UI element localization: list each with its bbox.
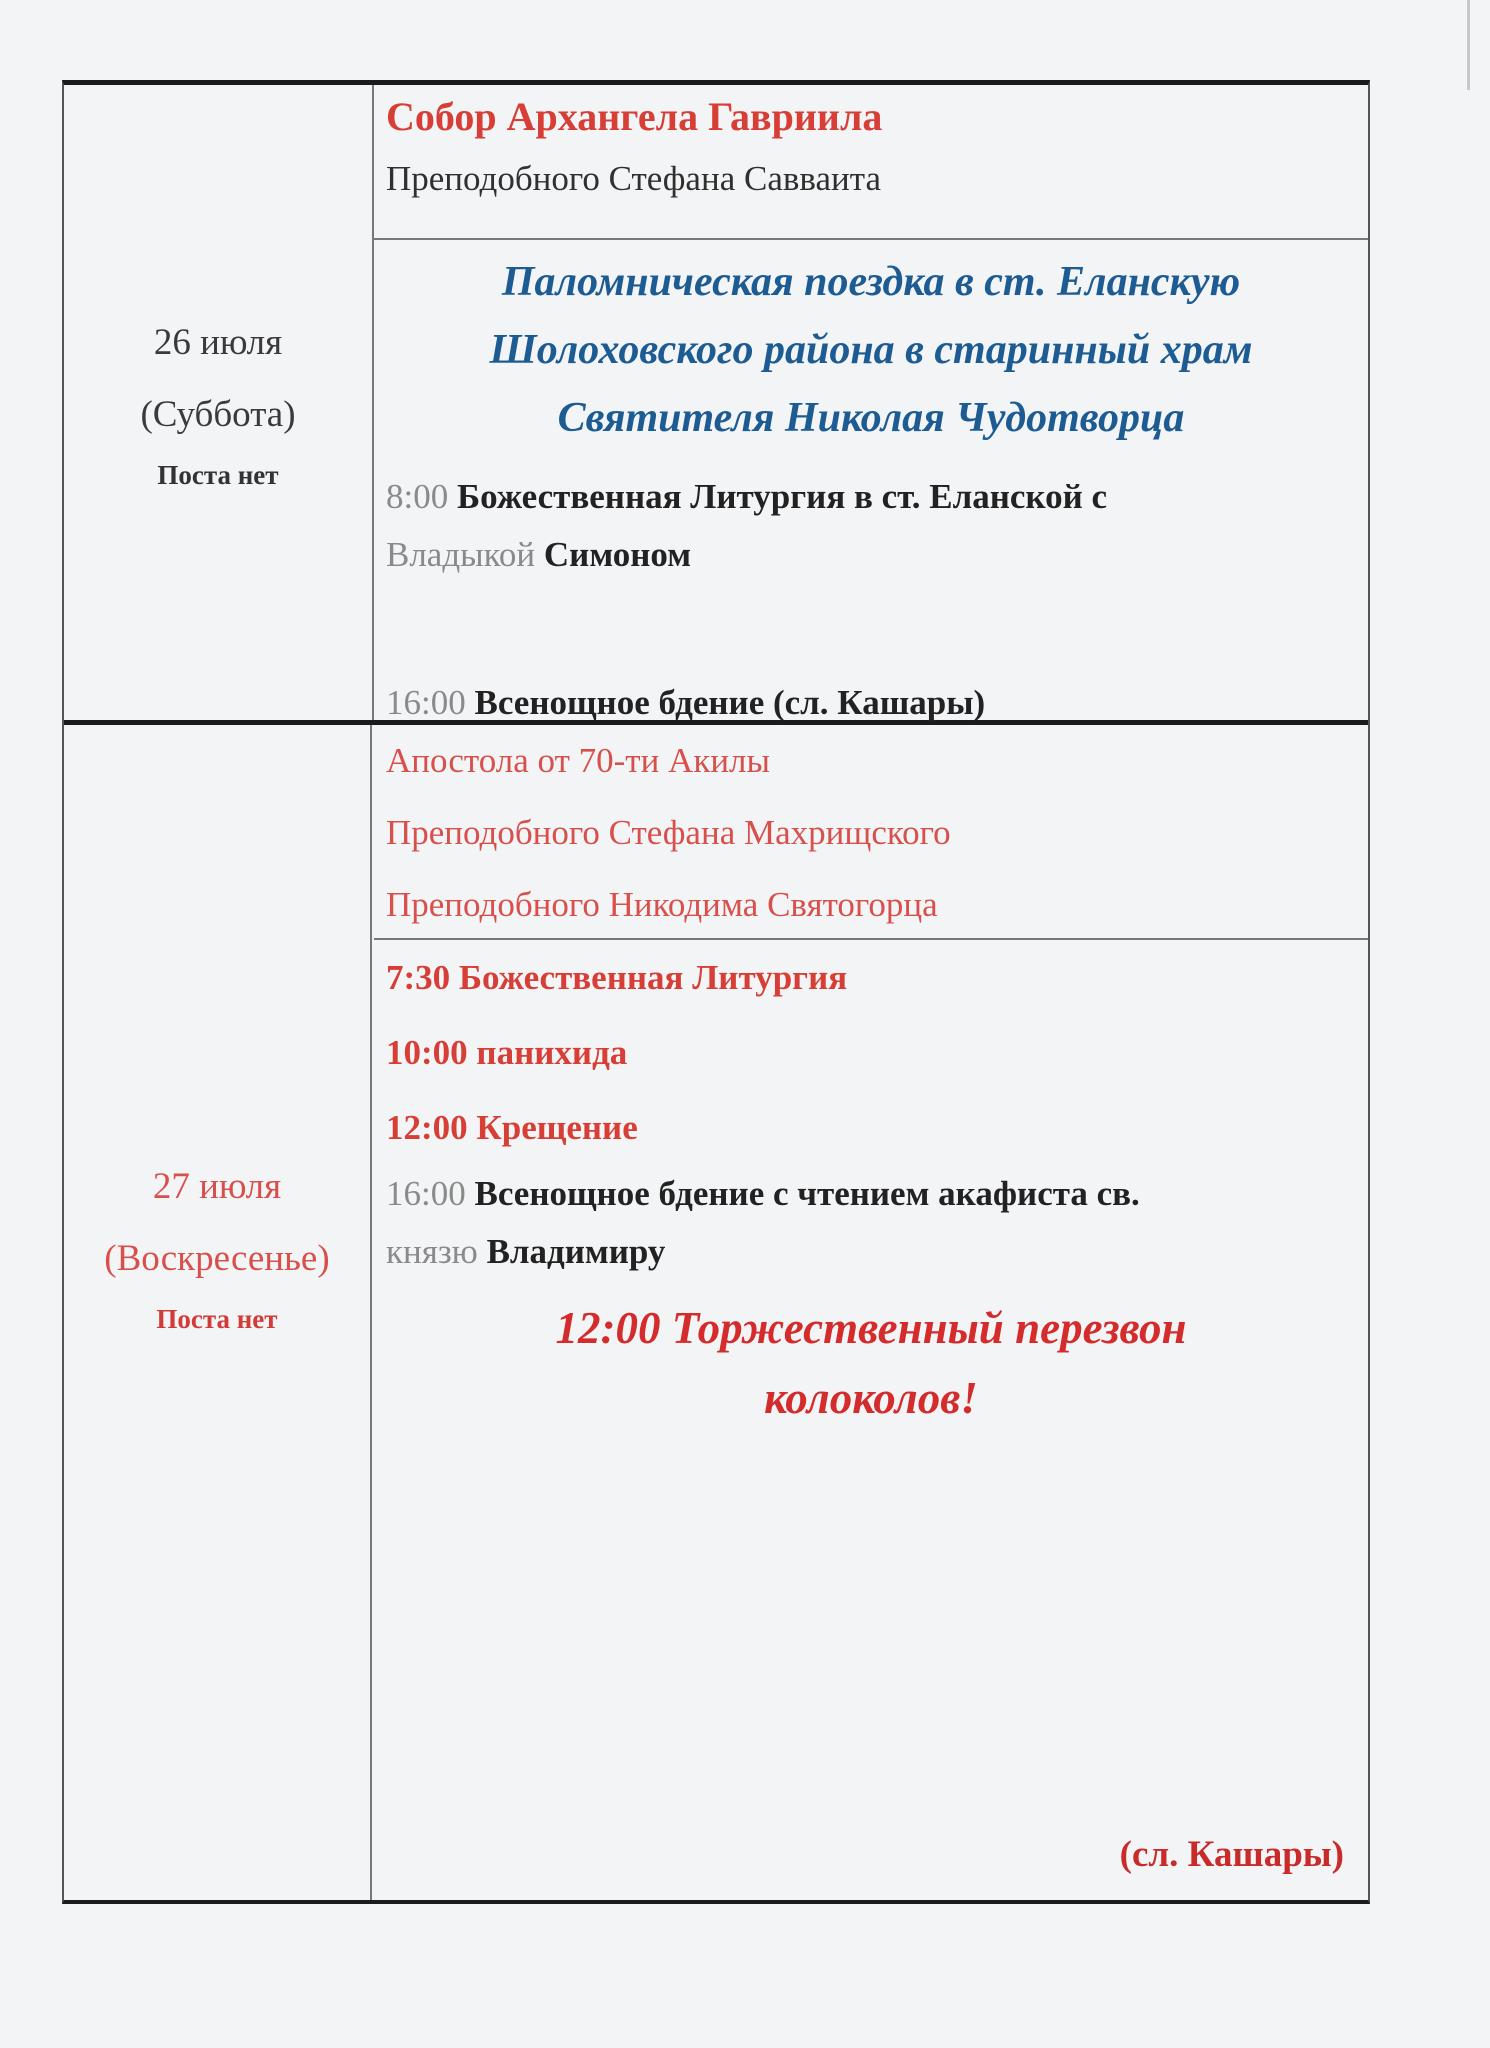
pilgrimage-announcement bbox=[374, 240, 1368, 452]
weekday-label: (Воскресенье) bbox=[104, 1238, 330, 1279]
service-text-prefix: князю bbox=[386, 1232, 478, 1271]
service-text: Всенощное бдение с чтением акафиста св. bbox=[474, 1174, 1140, 1213]
pilgrimage-line: Шолоховского района в старинный храм bbox=[489, 327, 1253, 373]
saint-line: Преподобного Никодима Святогорца bbox=[386, 885, 938, 924]
pilgrimage-line: Паломническая поездка в ст. Еланскую bbox=[501, 259, 1241, 305]
service-entry: 7:30 Божественная Литургия bbox=[386, 958, 848, 997]
saints-section bbox=[374, 85, 1368, 240]
saint-line: Преподобного Стефана Савваита bbox=[386, 159, 881, 198]
saints-section bbox=[374, 725, 1368, 940]
service-entry bbox=[374, 1165, 1368, 1281]
red-services bbox=[374, 940, 1368, 1165]
service-text-prefix: Владыкой bbox=[386, 535, 536, 574]
saint-line: Преподобного Стефана Махрищского bbox=[386, 813, 951, 852]
date-cell bbox=[64, 725, 372, 1900]
content-cell bbox=[374, 725, 1368, 1900]
announcement-line: колоколов! bbox=[764, 1373, 978, 1423]
day-row-saturday bbox=[64, 85, 1368, 725]
service-time: 16:00 bbox=[386, 683, 466, 722]
fast-label: Поста нет bbox=[156, 1304, 278, 1334]
service-text-continued: Симоном bbox=[543, 535, 692, 574]
service-text-continued: Владимиру bbox=[486, 1232, 666, 1271]
service-text: Всенощное бдение (сл. Кашары) bbox=[474, 683, 986, 722]
date-cell bbox=[64, 85, 374, 720]
content-cell bbox=[374, 85, 1368, 720]
date-label: 26 июля bbox=[153, 321, 283, 363]
place-label: (сл. Кашары) bbox=[1119, 1834, 1344, 1875]
scan-edge-line bbox=[1467, 0, 1470, 90]
service-entry: 12:00 Крещение bbox=[386, 1108, 638, 1147]
weekday-label: (Суббота) bbox=[140, 393, 296, 435]
service-text: Божественная Литургия в ст. Еланской с bbox=[456, 477, 1108, 516]
date-label: 27 июля bbox=[152, 1166, 282, 1207]
bell-ringing-announcement bbox=[374, 1281, 1368, 1433]
feast-title: Собор Архангела Гавриила bbox=[386, 94, 883, 139]
fast-label: Поста нет bbox=[157, 459, 279, 490]
schedule-table bbox=[62, 80, 1370, 1904]
service-entry bbox=[374, 584, 1368, 732]
announcement-line: 12:00 Торжественный перезвон bbox=[555, 1303, 1187, 1353]
saint-line: Апостола от 70-ти Акилы bbox=[386, 741, 771, 780]
service-time: 16:00 bbox=[386, 1174, 466, 1213]
service-entry bbox=[374, 452, 1368, 584]
service-entry: 10:00 панихида bbox=[386, 1033, 628, 1072]
service-time: 8:00 bbox=[386, 477, 449, 516]
day-row-sunday bbox=[64, 725, 1368, 1900]
pilgrimage-line: Святителя Николая Чудотворца bbox=[557, 395, 1185, 441]
